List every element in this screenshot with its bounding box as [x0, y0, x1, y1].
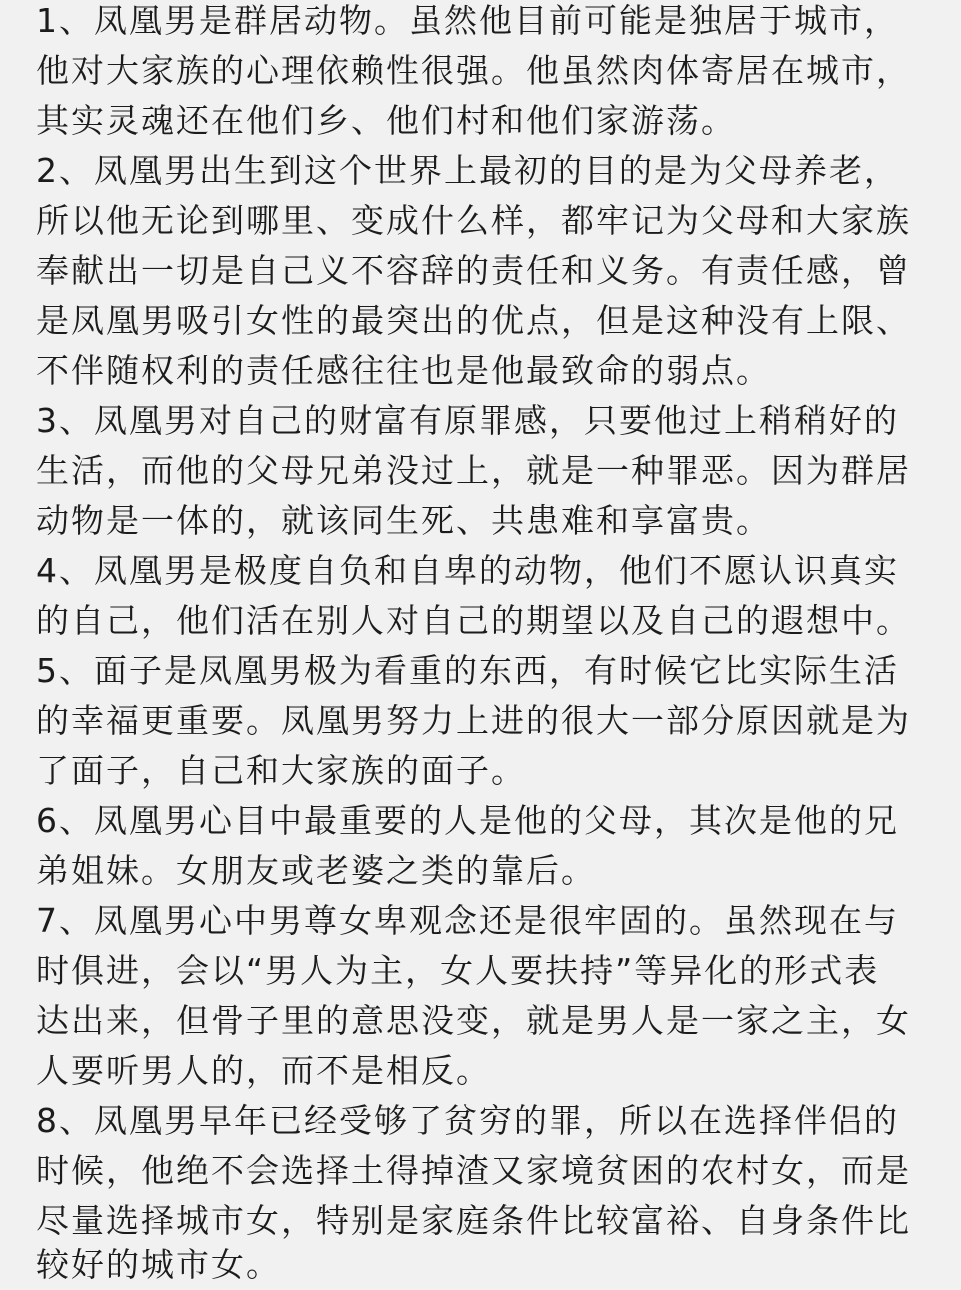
text-line: 其实灵魂还在他们乡、他们村和他们家游荡。 — [36, 101, 736, 140]
text-line: 奉献出一切是自己义不容辞的责任和义务。有责任感，曾 — [36, 251, 911, 290]
text-line: 弟姐妹。女朋友或老婆之类的靠后。 — [36, 851, 596, 890]
text-line: 人要听男人的，而不是相反。 — [36, 1051, 491, 1090]
text-line: 3、凤凰男对自己的财富有原罪感，只要他过上稍稍好的 — [36, 401, 899, 440]
text-line: 了面子，自己和大家族的面子。 — [36, 751, 526, 790]
text-line: 是凤凰男吸引女性的最突出的优点，但是这种没有上限、 — [36, 301, 911, 340]
text-line: 较好的城市女。 — [36, 1245, 281, 1284]
text-line: 时候，他绝不会选择土得掉渣又家境贫困的农村女，而是 — [36, 1151, 911, 1190]
text-line: 达出来，但骨子里的意思没变，就是男人是一家之主，女 — [36, 1001, 911, 1040]
text-line: 的幸福更重要。凤凰男努力上进的很大一部分原因就是为 — [36, 701, 911, 740]
text-line: 2、凤凰男出生到这个世界上最初的目的是为父母养老， — [36, 151, 899, 190]
text-line: 所以他无论到哪里、变成什么样，都牢记为父母和大家族 — [36, 201, 911, 240]
text-line: 1、凤凰男是群居动物。虽然他目前可能是独居于城市， — [36, 1, 899, 40]
text-line: 时俱进，会以“男人为主，女人要扶持”等异化的形式表 — [36, 951, 880, 990]
text-line: 5、面子是凤凰男极为看重的东西，有时候它比实际生活 — [36, 651, 899, 690]
text-line: 7、凤凰男心中男尊女卑观念还是很牢固的。虽然现在与 — [36, 901, 899, 940]
text-line: 动物是一体的，就该同生死、共患难和享富贵。 — [36, 501, 771, 540]
text-line: 6、凤凰男心目中最重要的人是他的父母，其次是他的兄 — [36, 801, 899, 840]
text-line: 他对大家族的心理依赖性很强。他虽然肉体寄居在城市， — [36, 51, 911, 90]
text-line: 不伴随权利的责任感往往也是他最致命的弱点。 — [36, 351, 771, 390]
text-line: 生活，而他的父母兄弟没过上，就是一种罪恶。因为群居 — [36, 451, 911, 490]
text-line: 4、凤凰男是极度自负和自卑的动物，他们不愿认识真实 — [36, 551, 899, 590]
text-line: 的自己，他们活在别人对自己的期望以及自己的遐想中。 — [36, 601, 911, 640]
text-line: 尽量选择城市女，特别是家庭条件比较富裕、自身条件比 — [36, 1201, 911, 1240]
text-line: 8、凤凰男早年已经受够了贫穷的罪，所以在选择伴侣的 — [36, 1101, 899, 1140]
